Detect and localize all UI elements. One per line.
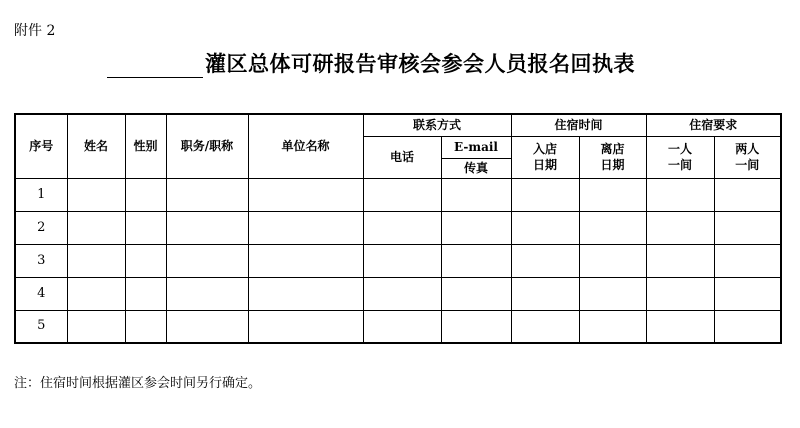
name-cell[interactable] — [67, 244, 125, 277]
checkin-cell[interactable] — [511, 244, 579, 277]
row-number: 1 — [15, 178, 67, 211]
position-cell[interactable] — [166, 277, 248, 310]
phone-cell[interactable] — [363, 211, 441, 244]
name-cell[interactable] — [67, 277, 125, 310]
single-cell[interactable] — [646, 244, 714, 277]
unit-cell[interactable] — [248, 178, 363, 211]
checkout-cell[interactable] — [579, 211, 646, 244]
double-cell[interactable] — [714, 211, 781, 244]
header-position: 职务/职称 — [166, 114, 248, 178]
header-contact: 联系方式 — [363, 114, 511, 136]
position-cell[interactable] — [166, 211, 248, 244]
phone-cell[interactable] — [363, 277, 441, 310]
gender-cell[interactable] — [125, 310, 166, 343]
phone-cell[interactable] — [363, 244, 441, 277]
position-cell[interactable] — [166, 244, 248, 277]
header-stay-time: 住宿时间 — [511, 114, 646, 136]
phone-cell[interactable] — [363, 310, 441, 343]
table-row — [15, 244, 781, 277]
attachment-label: 附件 2 — [14, 23, 56, 39]
position-cell[interactable] — [166, 178, 248, 211]
single-cell[interactable] — [646, 211, 714, 244]
checkout-cell[interactable] — [579, 244, 646, 277]
single-cell[interactable] — [646, 178, 714, 211]
checkin-cell[interactable] — [511, 310, 579, 343]
registration-table — [14, 113, 782, 344]
header-stay-req: 住宿要求 — [646, 114, 781, 136]
footnote: 注：住宿时间根据灌区参会时间另行确定。 — [14, 376, 262, 391]
page-title: 灌区总体可研报告审核会参会人员报名回执表 — [205, 52, 635, 76]
checkout-cell[interactable] — [579, 178, 646, 211]
checkin-cell[interactable] — [511, 277, 579, 310]
header-gender: 性别 — [125, 114, 166, 178]
header-email: E-mail — [441, 136, 511, 158]
checkout-cell[interactable] — [579, 277, 646, 310]
unit-cell[interactable] — [248, 244, 363, 277]
header-checkin: 入店 日期 — [511, 136, 579, 178]
gender-cell[interactable] — [125, 244, 166, 277]
phone-cell[interactable] — [363, 178, 441, 211]
table-row — [15, 211, 781, 244]
header-single-room: 一人 一间 — [646, 136, 714, 178]
email-fax-cell[interactable] — [441, 211, 511, 244]
double-cell[interactable] — [714, 277, 781, 310]
name-cell[interactable] — [67, 211, 125, 244]
double-cell[interactable] — [714, 178, 781, 211]
name-cell[interactable] — [67, 310, 125, 343]
position-cell[interactable] — [166, 310, 248, 343]
row-number: 3 — [15, 244, 67, 277]
header-double-room: 两人 一间 — [714, 136, 781, 178]
email-fax-cell[interactable] — [441, 277, 511, 310]
gender-cell[interactable] — [125, 178, 166, 211]
unit-cell[interactable] — [248, 310, 363, 343]
gender-cell[interactable] — [125, 211, 166, 244]
name-cell[interactable] — [67, 178, 125, 211]
checkin-cell[interactable] — [511, 211, 579, 244]
row-number: 5 — [15, 310, 67, 343]
double-cell[interactable] — [714, 310, 781, 343]
unit-cell[interactable] — [248, 277, 363, 310]
email-fax-cell[interactable] — [441, 244, 511, 277]
double-cell[interactable] — [714, 244, 781, 277]
email-fax-cell[interactable] — [441, 178, 511, 211]
row-number: 4 — [15, 277, 67, 310]
unit-cell[interactable] — [248, 211, 363, 244]
email-fax-cell[interactable] — [441, 310, 511, 343]
single-cell[interactable] — [646, 277, 714, 310]
single-cell[interactable] — [646, 310, 714, 343]
checkin-cell[interactable] — [511, 178, 579, 211]
table-row — [15, 277, 781, 310]
checkout-cell[interactable] — [579, 310, 646, 343]
header-unit: 单位名称 — [248, 114, 363, 178]
header-checkout: 离店 日期 — [579, 136, 646, 178]
header-seq: 序号 — [15, 114, 67, 178]
title-blank-line — [107, 53, 203, 78]
title-area — [107, 48, 635, 78]
gender-cell[interactable] — [125, 277, 166, 310]
header-name: 姓名 — [67, 114, 125, 178]
header-phone: 电话 — [363, 136, 441, 178]
header-fax: 传真 — [441, 158, 511, 178]
row-number: 2 — [15, 211, 67, 244]
table-row — [15, 310, 781, 343]
table-row — [15, 178, 781, 211]
